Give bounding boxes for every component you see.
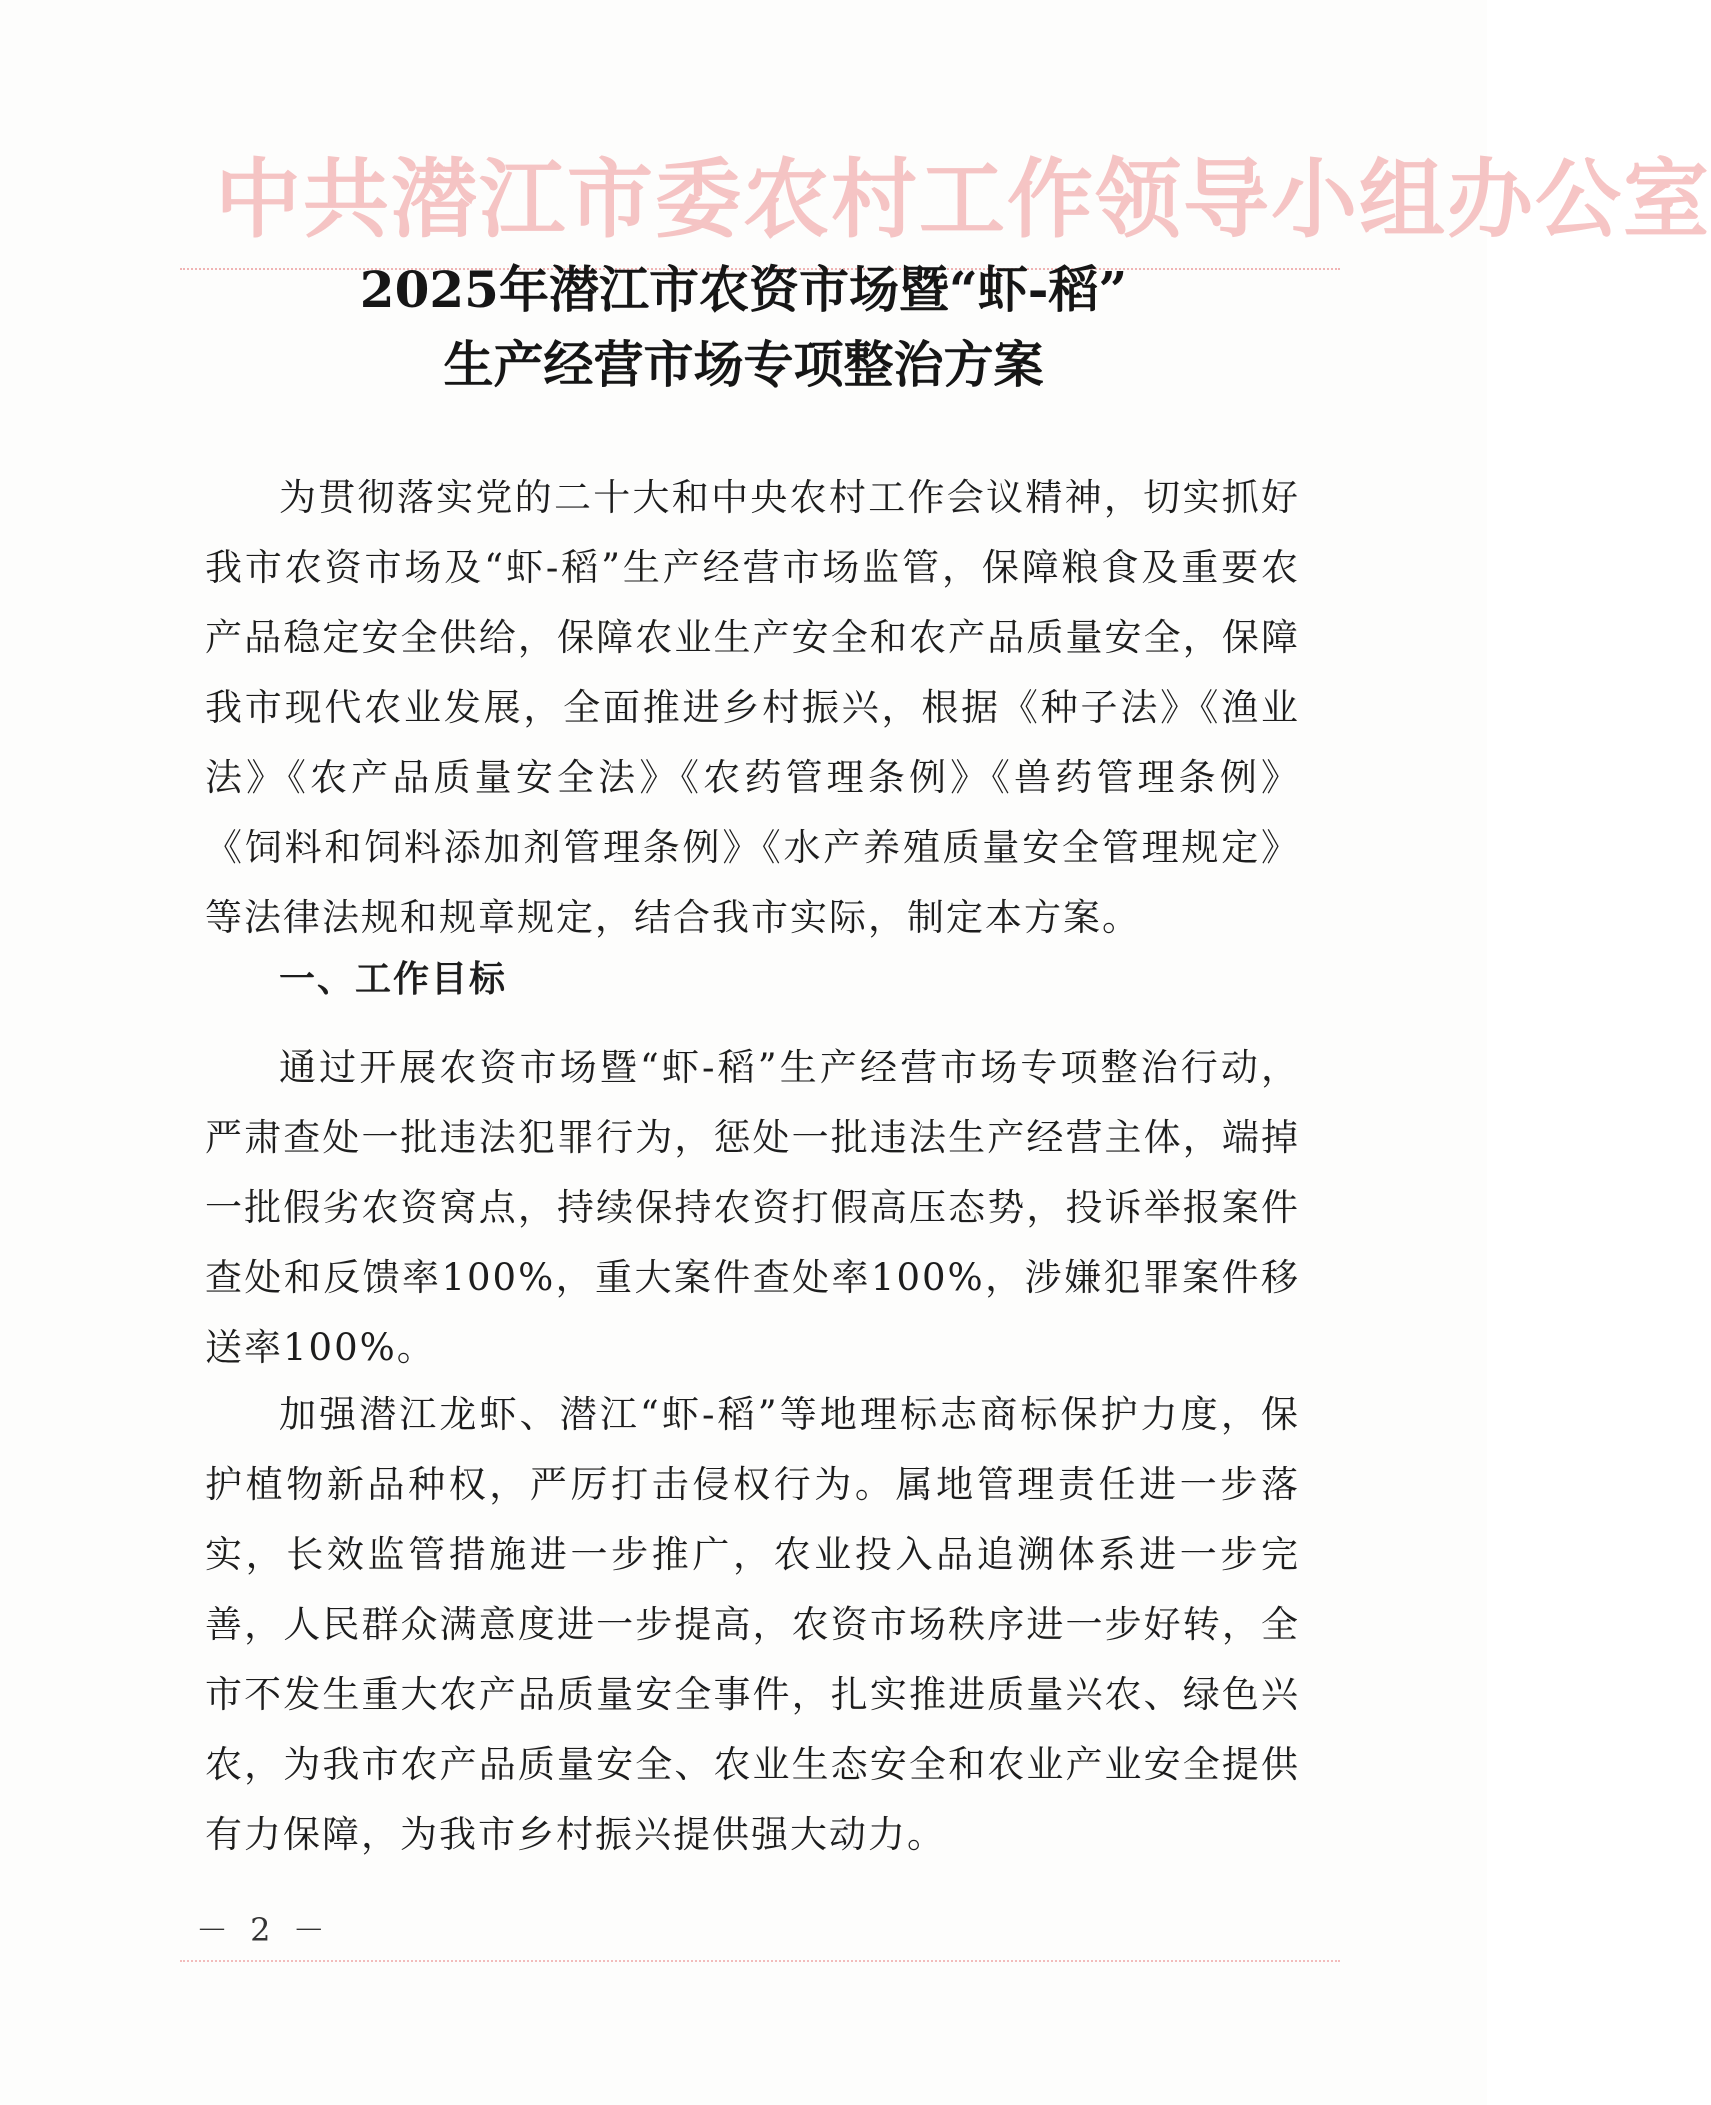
document-title-line-1: 2025年潜江市农资市场暨“虾-稻” xyxy=(359,260,1128,319)
red-header-stamp: 中共潜江市委农村工作领导小组办公室 xyxy=(215,149,1711,250)
goals-paragraph-1: 通过开展农资市场暨“虾-稻”生产经营市场专项整治行动，严肃查处一批违法犯罪行为，惩处一批违法生产经营主体，端掉一批假劣农资窝点，持续保持农资打假高压态势，投诉举报案件查处和反馈率100%，重大案件查处率100%，涉嫌犯罪案件移送率100%。 xyxy=(205,1046,1300,1369)
section-heading-work-goals: 一、工作目标 xyxy=(279,959,508,1000)
page-number: － 2 － xyxy=(196,1911,331,1949)
footer-divider xyxy=(180,1960,1340,1962)
document-title-line-2: 生产经营市场专项整治方案 xyxy=(443,335,1044,394)
goals-paragraph-2: 加强潜江龙虾、潜江“虾-稻”等地理标志商标保护力度，保护植物新品种权，严厉打击侵权行为。属地管理责任进一步落实，长效监管措施进一步推广，农业投入品追溯体系进一步完善，人民群众满意度进一步提高，农资市场秩序进一步好转，全市不发生重大农产品质量安全事件，扎实推进质量兴农、绿色兴农，为我市农产品质量安全、农业生态安全和农业产业安全提供有力保障，为我市乡村振兴提供强大动力。 xyxy=(205,1393,1300,1856)
intro-paragraph: 为贯彻落实党的二十大和中央农村工作会议精神，切实抓好我市农资市场及“虾-稻”生产经营市场监管，保障粮食及重要农产品稳定安全供给，保障农业生产安全和农产品质量安全，保障我市现代农业发展，全面推进乡村振兴，根据《种子法》《渔业法》《农产品质量安全法》《农药管理条例》《兽药管理条例》《饲料和饲料添加剂管理条例》《水产养殖质量安全管理规定》等法律法规和规章规定，结合我市实际，制定本方案。 xyxy=(205,476,1300,939)
